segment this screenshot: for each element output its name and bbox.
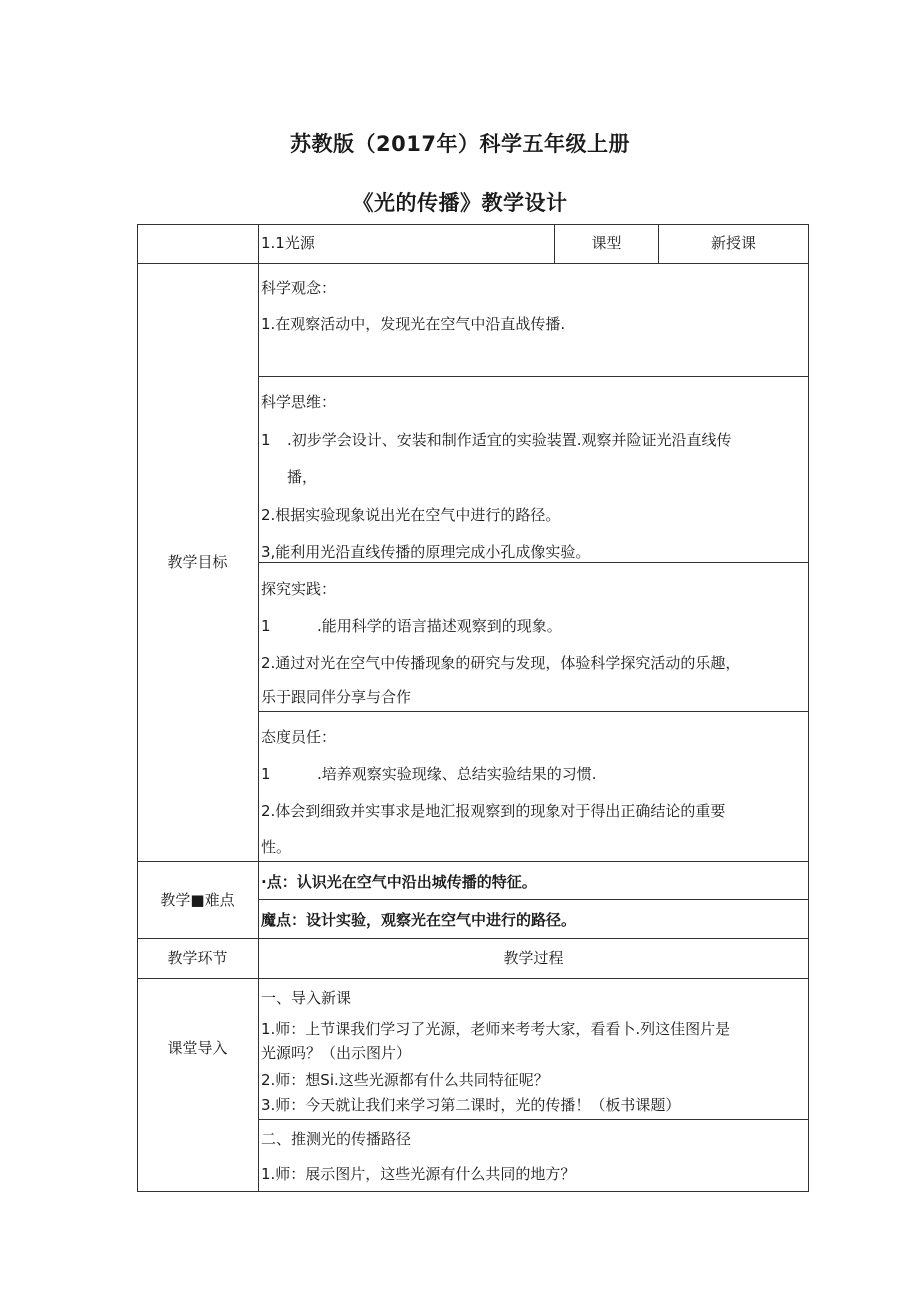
document-subtitle: 《光的传播》教学设计	[352, 191, 568, 215]
practice-heading: 探究实践：	[261, 580, 337, 598]
thinking-item-1-number: 1	[261, 431, 271, 449]
difficult-point: 魔点：设计实验，观察光在空气中进行的路径。	[261, 911, 577, 929]
lesson-plan-table	[137, 224, 809, 1192]
intro-line-1: 1.师：上节课我们学习了光源，老师来考考大家，看看卜.列这佳图片是	[261, 1020, 731, 1038]
document-title: 苏教版（2017年）科学五年级上册	[290, 132, 630, 156]
table-border	[137, 263, 809, 264]
attitude-item-2: 2.体会到细致并实事求是地汇报观察到的现象对于得出正确结论的重要	[261, 802, 726, 820]
practice-item-2: 2.通过对光在空气中传播现象的研究与发现，体验科学探究活动的乐趣，	[261, 654, 741, 672]
practice-item-1: .能用科学的语言描述观察到的现象。	[317, 617, 562, 635]
intro-line-3: 2.师：想Si.这些光源都有什么共同特征呢？	[261, 1071, 549, 1089]
intro-line-4: 3.师：今天就让我们来学习第二课时，光的传播！（板书课题）	[261, 1096, 681, 1114]
goals-label: 教学目标	[167, 553, 228, 571]
table-border	[258, 899, 809, 900]
table-border	[258, 711, 809, 712]
table-border	[137, 1191, 809, 1192]
table-border	[258, 562, 809, 563]
lesson-title: 1.1光源	[261, 234, 315, 252]
keypoints-label: 教学■难点	[160, 891, 235, 909]
table-border	[258, 224, 259, 1192]
attitude-item-1-number: 1	[261, 765, 271, 783]
thinking-item-3: 3,能利用光沿直线传播的原理完成小孔成像实验。	[261, 543, 591, 561]
thinking-heading: 科学思维：	[261, 393, 337, 411]
lesson-type-value: 新授课	[710, 234, 756, 252]
key-point: ·点：认识光在空气中沿出城传播的特征。	[261, 873, 537, 891]
table-border	[808, 224, 809, 1192]
thinking-item-1: .初步学会设计、安装和制作适宜的实验装置.观察并险证光沿直线传	[287, 431, 732, 449]
concept-heading: 科学观念：	[261, 279, 337, 297]
intro-label: 课堂导入	[167, 1039, 228, 1057]
lesson-type-label: 课型	[591, 234, 622, 252]
thinking-item-1-cont: 播，	[287, 468, 318, 486]
process-col-1-header: 教学环节	[167, 949, 228, 967]
practice-item-1-number: 1	[261, 617, 271, 635]
table-border	[137, 978, 809, 979]
concept-item-1: 1.在观察活动中，发现光在空气中沿直战传播.	[261, 315, 566, 333]
attitude-heading: 态度员任：	[261, 728, 337, 746]
thinking-item-2: 2.根据实验现象说出光在空气中进行的路径。	[261, 506, 561, 524]
table-border	[137, 224, 809, 225]
infer-heading: 二、推测光的传播路径	[261, 1130, 412, 1148]
process-col-2-header: 教学过程	[503, 949, 564, 967]
intro-line-2: 光源吗？（出示图片）	[261, 1044, 412, 1062]
attitude-item-1: .培养观察实验现缘、总结实验结果的习惯.	[317, 765, 597, 783]
intro-heading: 一、导入新课	[261, 989, 352, 1007]
practice-item-2-cont: 乐于跟同伴分享与合作	[261, 688, 412, 706]
table-border	[137, 861, 809, 862]
infer-line-1: 1.师：展示图片，这些光源有什么共同的地方？	[261, 1165, 576, 1183]
table-border	[137, 938, 809, 939]
table-border	[258, 376, 809, 377]
table-border	[258, 1119, 809, 1120]
attitude-item-2-cont: 性。	[261, 838, 292, 856]
